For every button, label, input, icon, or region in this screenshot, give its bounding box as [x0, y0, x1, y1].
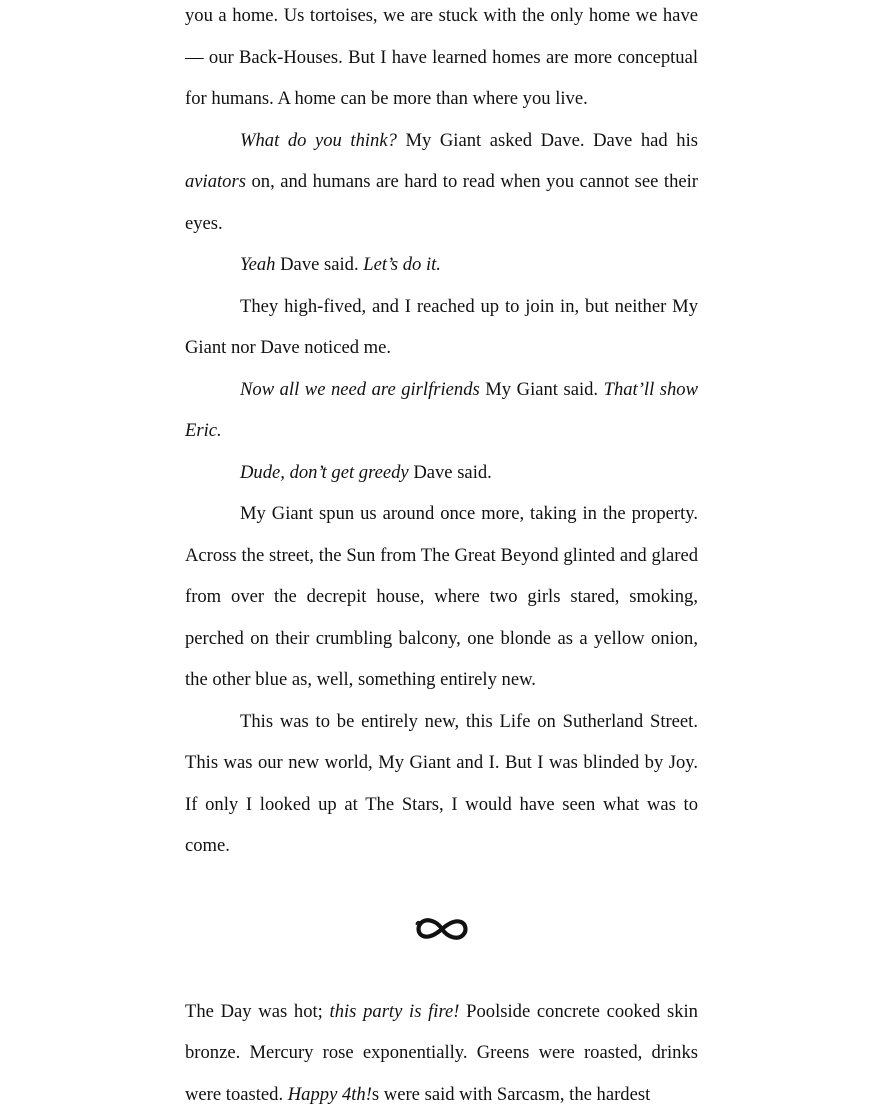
italic-text: That’ll show Eric.: [185, 379, 698, 442]
text-section-after-break: [185, 991, 698, 1115]
italic-text: Now all we need are girlfriends: [240, 379, 480, 400]
infinity-ornament-icon: [414, 914, 470, 944]
text-run: My Giant asked Dave. Dave had his: [397, 130, 698, 151]
section-break: [185, 867, 698, 991]
paragraph: [185, 452, 698, 494]
paragraph: [185, 244, 698, 286]
italic-text: Happy 4th!: [288, 1084, 372, 1105]
text-run: on, and humans are hard to read when you cannot see their eyes.: [185, 171, 698, 234]
text-run: Poolside concrete cooked skin bronze. Mercury rose exponentially. Greens were roasted, drinks were toasted.: [185, 1001, 698, 1105]
italic-text: aviators: [185, 171, 246, 192]
paragraph: [185, 369, 698, 452]
text-section-before-break: [185, 0, 698, 867]
italic-text: Dude, don’t get greedy: [240, 462, 409, 483]
text-run: They high-fived, and I reached up to join in, but neither My Giant nor Dave noticed me.: [185, 296, 698, 359]
text-run: My Giant said.: [480, 379, 604, 400]
paragraph: [185, 120, 698, 245]
text-run: The Day was hot;: [185, 1001, 330, 1022]
text-run: s were said with Sarcasm, the hardest: [372, 1084, 650, 1105]
paragraph: [185, 991, 698, 1115]
italic-text: Let’s do it.: [363, 254, 441, 275]
text-run: you a home. Us tortoises, we are stuck with the only home we have — our Back-Houses. But I have learned homes are more conceptual for humans. A home can be more than where you live.: [185, 5, 698, 109]
paragraph: [185, 493, 698, 701]
italic-text: What do you think?: [240, 130, 397, 151]
text-run: Dave said.: [409, 462, 492, 483]
text-run: This was to be entirely new, this Life on Sutherland Street. This was our new world, My Giant and I. But I was blinded by Joy. If only I looked up at The Stars, I would have seen what was to come.: [185, 711, 698, 857]
paragraph: [185, 701, 698, 867]
page-body: [185, 0, 698, 1115]
text-run: My Giant spun us around once more, taking in the property. Across the street, the Sun from The Great Beyond glinted and glared from over the decrepit house, where two girls stared, smoking, perched on their crumbling balcony, one blonde as a yellow onion, the other blue as, well, something entirely new.: [185, 503, 698, 690]
paragraph: [185, 0, 698, 120]
italic-text: Yeah: [240, 254, 275, 275]
italic-text: this party is fire!: [330, 1001, 460, 1022]
paragraph: [185, 286, 698, 369]
text-run: Dave said.: [275, 254, 363, 275]
